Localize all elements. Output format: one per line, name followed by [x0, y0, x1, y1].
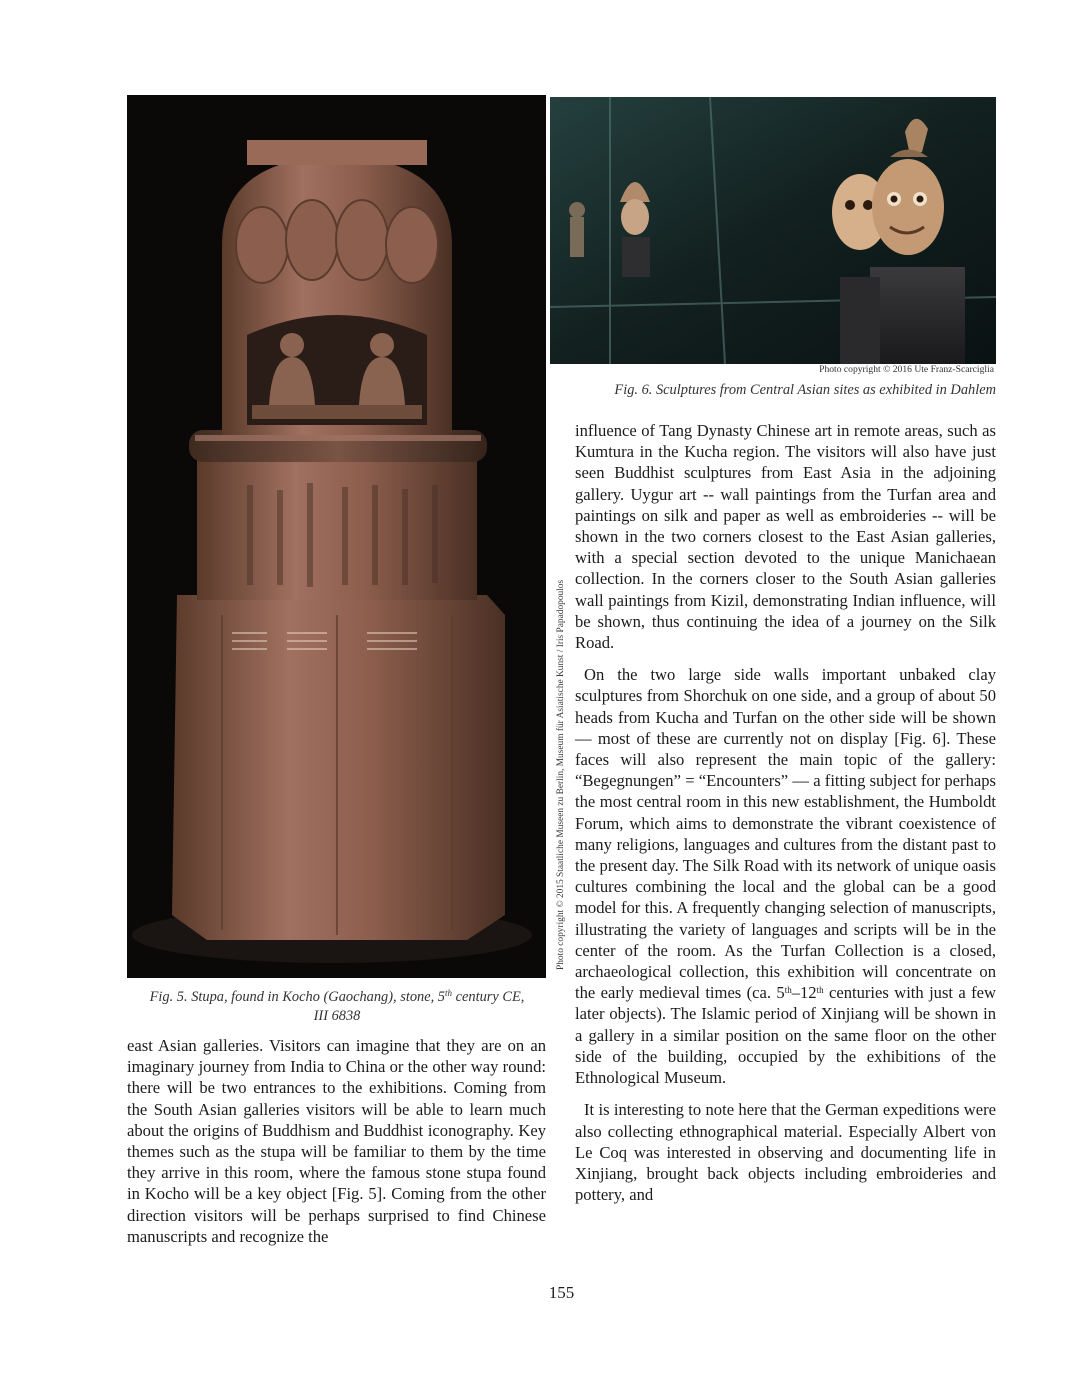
fig5-caption: Fig. 5. Stupa, found in Kocho (Gaochang), stone, 5th century CE, III 6838	[149, 988, 525, 1024]
fig5-stupa-photo	[127, 95, 546, 978]
right-paragraph-3: It is interesting to note here that the German expeditions were also collecting ethnographical material. Especially Albert von Le Coq was interested in observing and documenting life in Xinjiang, brought back objects including embroideries and pottery, and	[575, 1100, 996, 1205]
right-paragraph-1: influence of Tang Dynasty Chinese art in remote areas, such as Kumtura in the Kucha region. The visitors will also have just seen Buddhist sculptures from East Asia in the adjoining gallery. Uygur art -- wall paintings from the Turfan area and paintings on silk and paper as well as embroideries -- will be shown in the two corners closest to the East Asian galleries, with a special section devoted to the unique Manichaean collection. In the corners closer to the South Asian galleries wall paintings from Kizil, demonstrating Indian influence, will be shown, thus continuing the idea of a journey on the Silk Road.	[575, 421, 996, 653]
left-paragraph: east Asian galleries. Visitors can imagine that they are on an imaginary journey from India to China or the other way round: there will be two entrances to the exhibitions. Coming from the South Asian galleries visitors will be able to learn much about the origins of Buddhism and Buddhist iconography. Key themes such as the stupa will be familiar to them by the time they arrive in this room, where the famous stone stupa found in Kocho will be a key object [Fig. 5]. Coming from the other direction visitors will be perhaps surprised to find Chinese manuscripts and recognize the	[127, 1036, 546, 1246]
page-number: 155	[548, 1283, 575, 1302]
fig6-gallery-photo	[550, 97, 996, 364]
fig6-photo-credit: Photo copyright © 2016 Ute Franz-Scarciglia	[819, 364, 994, 375]
right-text-column	[575, 420, 996, 1205]
fig6-caption: Fig. 6. Sculptures from Central Asian sites as exhibited in Dahlem	[614, 382, 996, 398]
right-paragraph-2: On the two large side walls important unbaked clay sculptures from Shorchuk on one side, and a group of about 50 heads from Kucha and Turfan on the other side will be shown — most of these are currently not on display [Fig. 6]. These faces will also represent the main topic of the gallery: “Begegnungen” = “Encounters” — a fitting subject for perhaps the most central room in this new establishment, the Humboldt Forum, which aims to demonstrate the vibrant coexistence of many religions, languages and cultures from the distant past to the present day. The Silk Road with its network of unique oasis cultures combining the local and the global can be a good model for this. A frequently changing selection of manuscripts, illustrating the variety of languages and scripts will be in the center of the room. As the Turfan Collection is a closed, archaeological collection, this exhibition will concentrate on the early medieval times (ca. 5th–12th centuries with just a few later objects). The Islamic period of Xinjiang will be shown in a gallery in a similar position on the same floor on the other side of the building, occupied by the exhibitions of the Ethnological Museum.	[575, 665, 996, 1088]
left-text-column	[127, 1035, 546, 1247]
